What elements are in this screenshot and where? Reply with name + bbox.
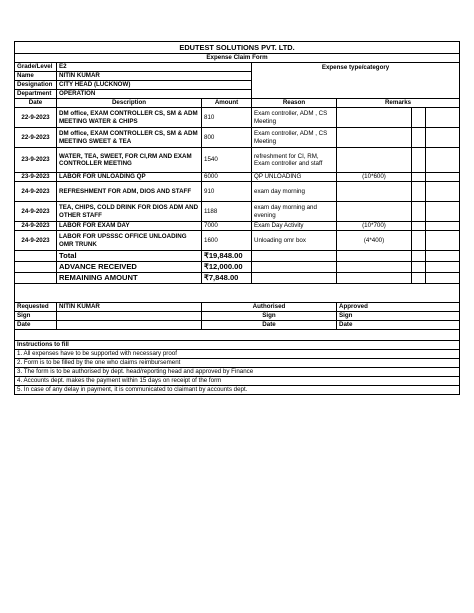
row-reason: Unloading omr box bbox=[252, 231, 337, 251]
col-description: Description bbox=[57, 99, 202, 108]
requested-date-label: Date bbox=[15, 321, 57, 330]
row-reason: exam day morning and evening bbox=[252, 202, 337, 222]
instruction-item: 2. Form is to be filled by the one who claims reimbursement bbox=[15, 359, 460, 368]
row-amount: 910 bbox=[202, 182, 252, 202]
table-row bbox=[15, 222, 460, 231]
table-row bbox=[15, 173, 460, 182]
approved-label: Approved bbox=[337, 303, 460, 312]
row-description: WATER, TEA, SWEET, FOR CI,RM AND EXAM CONTROLLER MEETING bbox=[57, 148, 202, 173]
department-value: OPERATION bbox=[57, 90, 252, 99]
row-description: LABOR FOR UNLOADING QP bbox=[57, 173, 202, 182]
expense-table bbox=[14, 41, 460, 395]
row-amount: 1540 bbox=[202, 148, 252, 173]
company-name: EDUTEST SOLUTIONS PVT. LTD. bbox=[15, 42, 460, 54]
col-remarks: Remarks bbox=[337, 99, 460, 108]
requested-sign-field[interactable] bbox=[57, 312, 202, 321]
row-reason: refreshment for CI, RM, Exam controller and staff bbox=[252, 148, 337, 173]
row-amount: 810 bbox=[202, 108, 252, 128]
row-reason: Exam controller, ADM , CS Meeting bbox=[252, 128, 337, 148]
row-reason: QP UNLOADING bbox=[252, 173, 337, 182]
grade-label: Grade/Level bbox=[15, 63, 57, 72]
designation-value: CITY HEAD (LUCKNOW) bbox=[57, 81, 252, 90]
authorised-date-label: Date bbox=[202, 321, 337, 330]
col-amount: Amount bbox=[202, 99, 252, 108]
approved-date-label: Date bbox=[337, 321, 460, 330]
advance-value: ₹12,000.00 bbox=[202, 262, 252, 273]
col-reason: Reason bbox=[252, 99, 337, 108]
total-value: ₹19,848.00 bbox=[202, 251, 252, 262]
instruction-item: 4. Accounts dept. makes the payment within 15 days on receipt of the form bbox=[15, 377, 460, 386]
total-label: Total bbox=[57, 251, 202, 262]
row-date: 23-9-2023 bbox=[15, 148, 57, 173]
row-amount: 6000 bbox=[202, 173, 252, 182]
row-description: LABOR FOR UPSSSC OFFICE UNLOADING OMR TRUNK bbox=[57, 231, 202, 251]
name-value: NITIN KUMAR bbox=[57, 72, 252, 81]
row-date: 22-9-2023 bbox=[15, 128, 57, 148]
col-date: Date bbox=[15, 99, 57, 108]
table-row bbox=[15, 231, 460, 251]
row-amount: 1600 bbox=[202, 231, 252, 251]
row-description: LABOR FOR EXAM DAY bbox=[57, 222, 202, 231]
requested-label: Requested bbox=[15, 303, 57, 312]
table-row bbox=[15, 108, 460, 128]
authorised-label: Authorised bbox=[202, 303, 337, 312]
table-row bbox=[15, 202, 460, 222]
row-date: 24-9-2023 bbox=[15, 231, 57, 251]
row-remarks: (4*400) bbox=[337, 231, 412, 251]
row-date: 24-9-2023 bbox=[15, 182, 57, 202]
table-row bbox=[15, 148, 460, 173]
row-amount: 1188 bbox=[202, 202, 252, 222]
advance-label: ADVANCE RECEIVED bbox=[57, 262, 202, 273]
approved-sign-label: Sign bbox=[337, 312, 460, 321]
row-remarks: (10*700) bbox=[337, 222, 412, 231]
table-row bbox=[15, 128, 460, 148]
row-reason: exam day morning bbox=[252, 182, 337, 202]
row-date: 23-9-2023 bbox=[15, 173, 57, 182]
row-remarks bbox=[337, 202, 412, 222]
row-amount: 800 bbox=[202, 128, 252, 148]
department-label: Department bbox=[15, 90, 57, 99]
table-row bbox=[15, 182, 460, 202]
row-remarks bbox=[337, 108, 412, 128]
remaining-value: ₹7,848.00 bbox=[202, 273, 252, 284]
instruction-item: 3. The form is to be authorised by dept. head/reporting head and approved by Finance bbox=[15, 368, 460, 377]
row-date: 24-9-2023 bbox=[15, 202, 57, 222]
row-description: REFRESHMENT FOR ADM, DIOS AND STAFF bbox=[57, 182, 202, 202]
expense-claim-form bbox=[14, 41, 459, 395]
grade-value: E2 bbox=[57, 63, 252, 72]
row-description: DM office, EXAM CONTROLLER CS, SM & ADM MEETING SWEET & TEA bbox=[57, 128, 202, 148]
instruction-item: 5. In case of any delay in payment, it is communicated to claimant by accounts dept. bbox=[15, 386, 460, 395]
expense-type-label: Expense type/category bbox=[252, 63, 460, 72]
row-date: 22-9-2023 bbox=[15, 108, 57, 128]
requested-sign-label: Sign bbox=[15, 312, 57, 321]
authorised-sign-label: Sign bbox=[202, 312, 337, 321]
row-remarks bbox=[337, 182, 412, 202]
row-remarks bbox=[337, 128, 412, 148]
remaining-label: REMAINING AMOUNT bbox=[57, 273, 202, 284]
designation-label: Designation bbox=[15, 81, 57, 90]
instructions-title: Instructions to fill bbox=[15, 341, 460, 350]
row-reason: Exam controller, ADM , CS Meeting bbox=[252, 108, 337, 128]
instruction-item: 1. All expenses have to be supported with necessary proof bbox=[15, 350, 460, 359]
row-remarks: (10*600) bbox=[337, 173, 412, 182]
row-description: DM office, EXAM CONTROLLER CS, SM & ADM MEETING WATER & CHIPS bbox=[57, 108, 202, 128]
row-date: 24-9-2023 bbox=[15, 222, 57, 231]
row-amount: 7000 bbox=[202, 222, 252, 231]
row-reason: Exam Day Activity bbox=[252, 222, 337, 231]
row-remarks bbox=[337, 148, 412, 173]
row-description: TEA, CHIPS, COLD DRINK FOR DIOS ADM AND OTHER STAFF bbox=[57, 202, 202, 222]
form-title: Expense Claim Form bbox=[15, 54, 460, 63]
name-label: Name bbox=[15, 72, 57, 81]
requested-date-field[interactable] bbox=[57, 321, 202, 330]
requested-value: NITIN KUMAR bbox=[57, 303, 202, 312]
